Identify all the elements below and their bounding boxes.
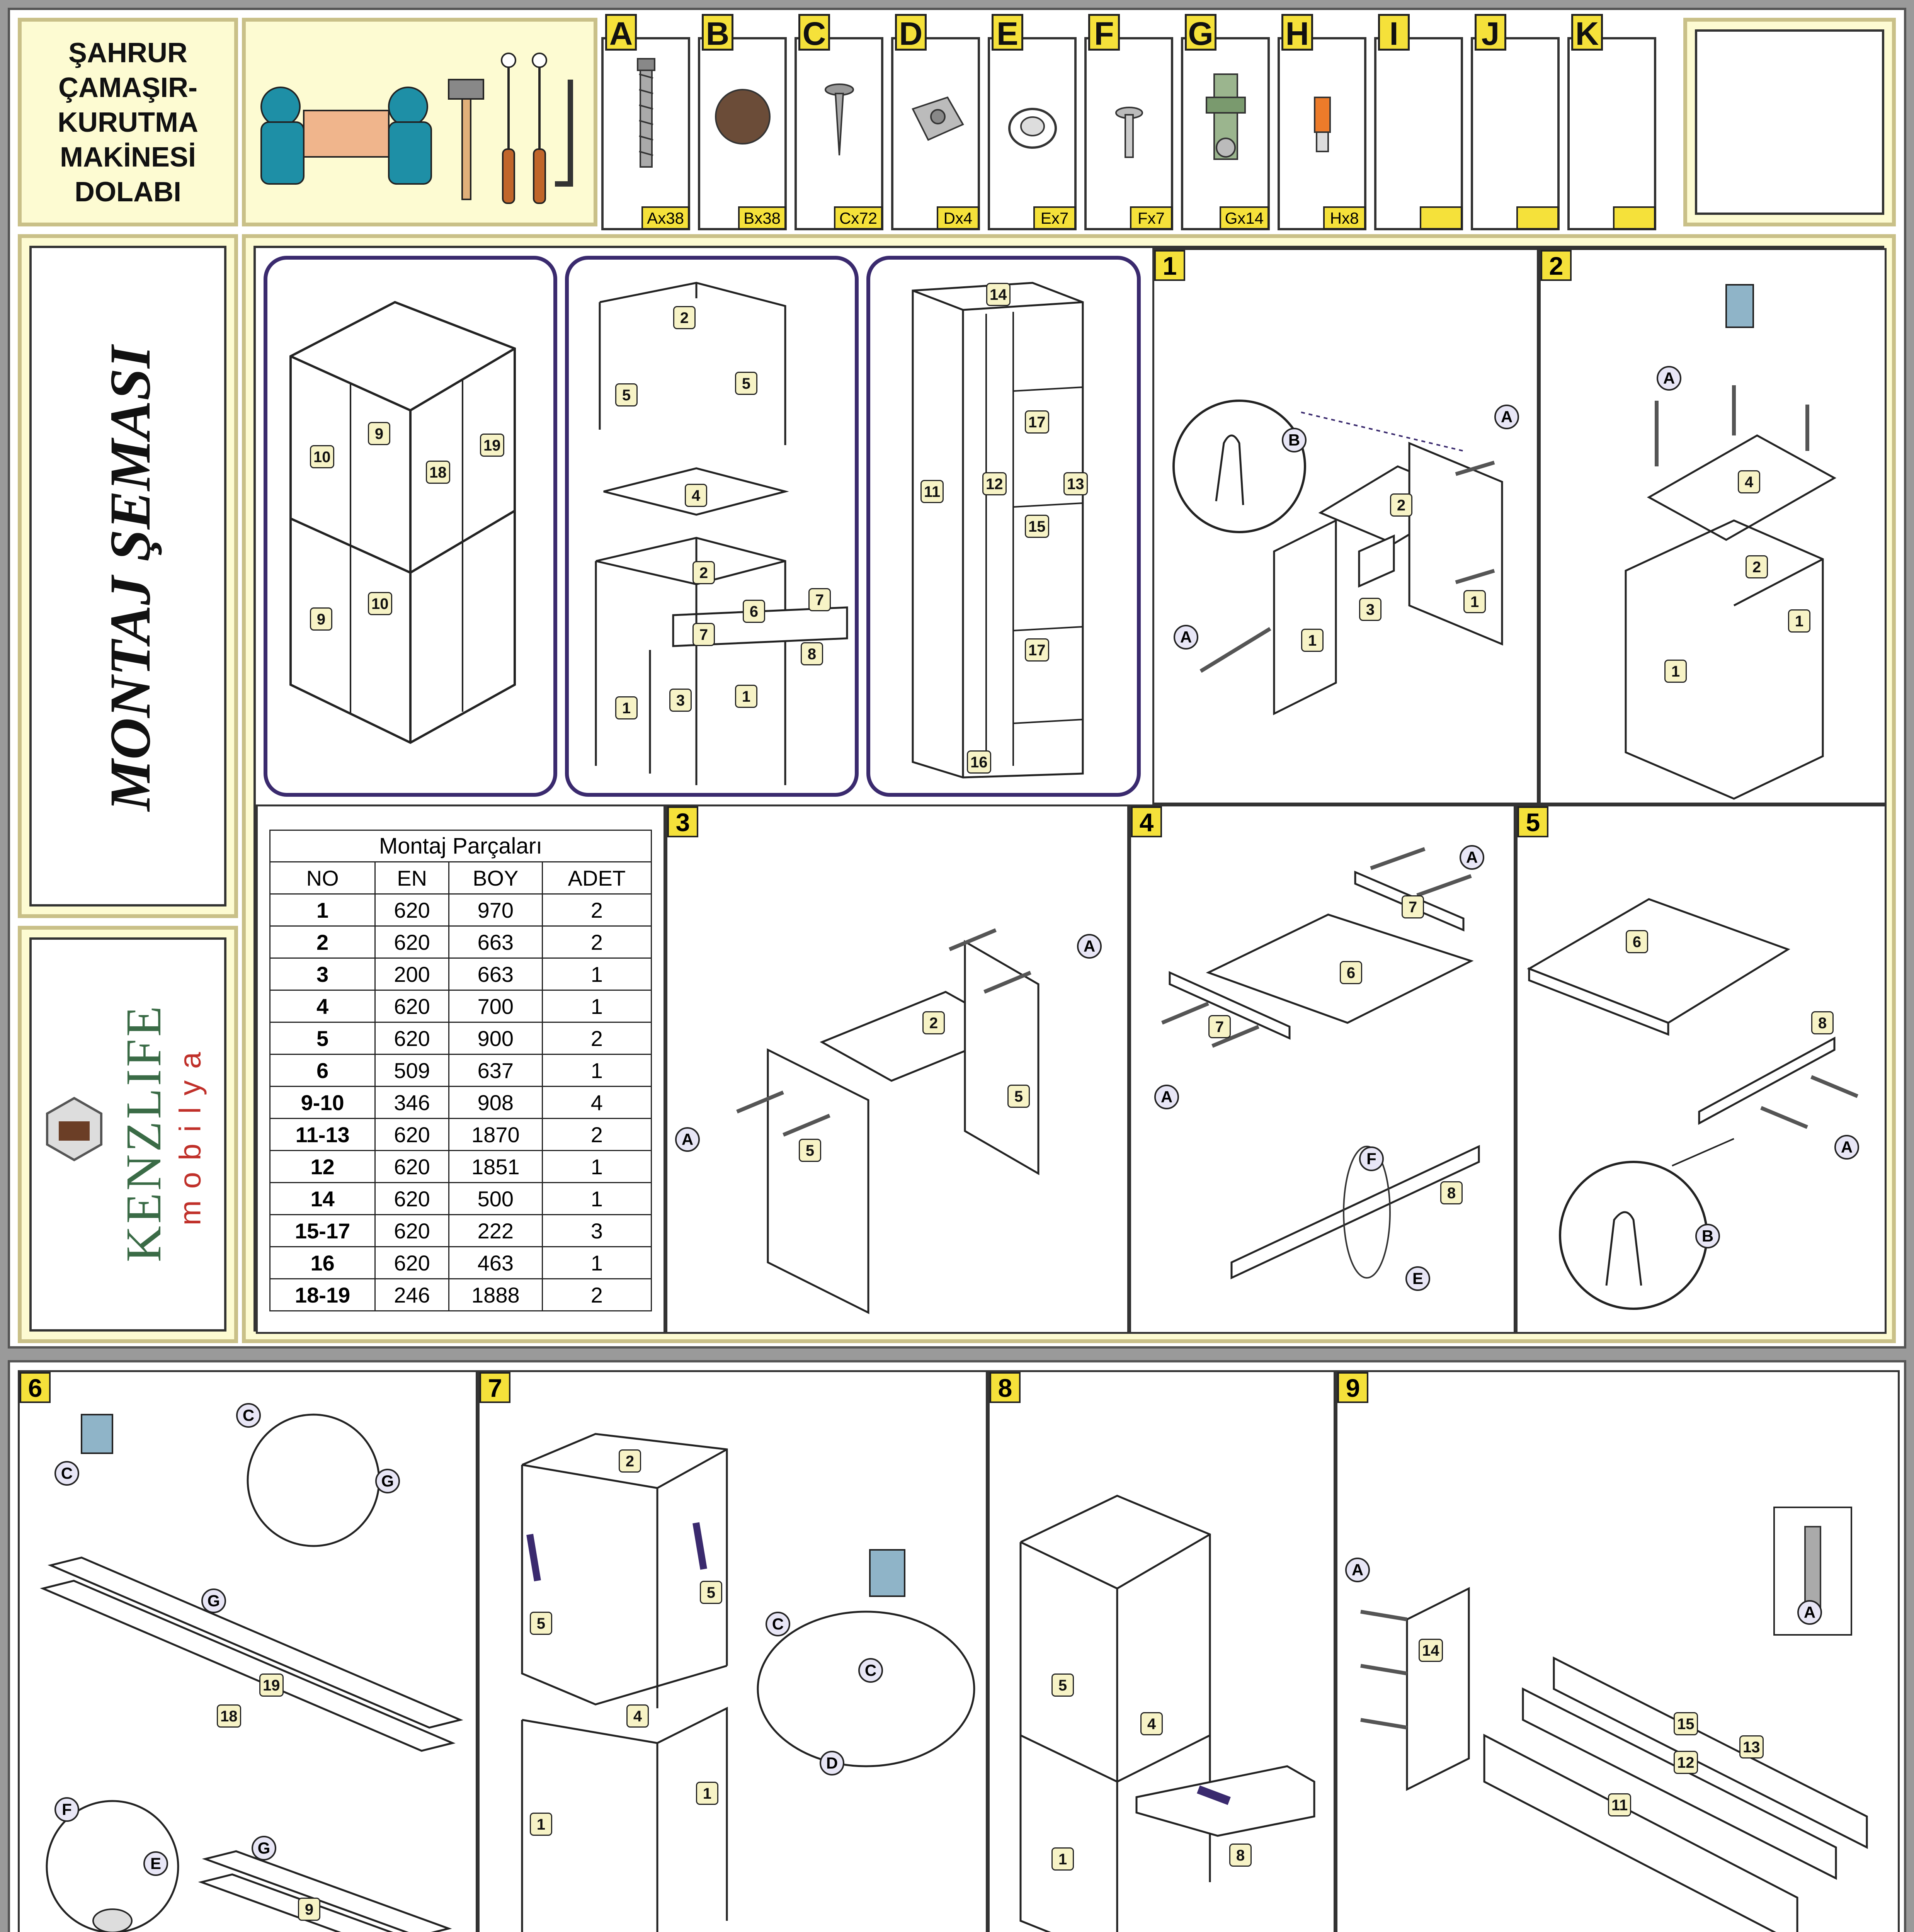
table-row bbox=[270, 990, 652, 1022]
hardware-d-letter: D bbox=[895, 14, 927, 51]
callout-b: B bbox=[1282, 428, 1307, 452]
step-6-label-19: 19 bbox=[259, 1673, 284, 1697]
step-6-callout-e: E bbox=[143, 1851, 168, 1876]
header-adet: ADET bbox=[542, 862, 651, 894]
drill-icon bbox=[1726, 285, 1753, 327]
step-3-number: 3 bbox=[667, 806, 698, 837]
row-adet: 2 bbox=[542, 894, 651, 926]
hardware-g-letter: G bbox=[1185, 14, 1216, 51]
row-no: 14 bbox=[270, 1183, 375, 1215]
step-2-label-1-right: 1 bbox=[1788, 609, 1810, 633]
step-7-label-5-left: 5 bbox=[530, 1612, 552, 1635]
hardware-b-label: Bx38 bbox=[738, 206, 786, 230]
table-row bbox=[270, 894, 652, 926]
hardware-i-label bbox=[1420, 206, 1462, 230]
step-6-panel bbox=[18, 1370, 478, 1932]
step-9-label-15: 15 bbox=[1674, 1712, 1698, 1735]
step-6-drawing bbox=[20, 1372, 478, 1932]
brand-sub: mobilya bbox=[173, 1040, 207, 1226]
step-3-label-5-right: 5 bbox=[1007, 1085, 1030, 1108]
row-no: 18-19 bbox=[270, 1279, 375, 1311]
step-4-callout-e: E bbox=[1405, 1266, 1430, 1291]
allen-key-icon bbox=[555, 80, 570, 184]
hardware-c-letter: C bbox=[798, 14, 830, 51]
shelf-pin-icon bbox=[1280, 39, 1365, 206]
hammer-icon bbox=[449, 80, 483, 99]
step-7-number: 7 bbox=[480, 1372, 510, 1403]
part-label-17-bottom: 17 bbox=[1025, 638, 1049, 662]
row-boy: 1851 bbox=[449, 1151, 542, 1183]
product-title-box bbox=[18, 18, 238, 226]
step-9-dowel-icon bbox=[1805, 1527, 1820, 1608]
blank-inner bbox=[1695, 29, 1884, 215]
step-4-callout-a-bottom: A bbox=[1154, 1085, 1179, 1109]
row-adet: 3 bbox=[542, 1215, 651, 1247]
row-boy: 1870 bbox=[449, 1119, 542, 1151]
step-2-callout-a: A bbox=[1657, 366, 1681, 391]
part-label-7-left: 7 bbox=[692, 623, 715, 646]
row-adet: 2 bbox=[542, 1119, 651, 1151]
hardware-a-label: Ax38 bbox=[641, 206, 689, 230]
row-en: 346 bbox=[375, 1087, 449, 1119]
row-boy: 637 bbox=[449, 1054, 542, 1087]
hardware-e-label: Ex7 bbox=[1033, 206, 1076, 230]
hardware-j bbox=[1471, 37, 1560, 230]
step-7-callout-d: D bbox=[820, 1751, 844, 1776]
step-4-drawing bbox=[1131, 806, 1516, 1334]
part-label-8: 8 bbox=[801, 642, 823, 665]
step-1-label-2: 2 bbox=[1390, 493, 1412, 517]
row-no: 11-13 bbox=[270, 1119, 375, 1151]
part-label-7-right: 7 bbox=[808, 588, 831, 611]
table-row bbox=[270, 1247, 652, 1279]
step-3-callout-a-right: A bbox=[1077, 934, 1102, 959]
parts-table-header bbox=[270, 862, 652, 894]
row-boy: 1888 bbox=[449, 1279, 542, 1311]
step-5-panel bbox=[1516, 804, 1887, 1334]
brand-logo-icon bbox=[43, 1094, 105, 1164]
step-9-label-11: 11 bbox=[1608, 1793, 1631, 1816]
blank-box bbox=[1683, 18, 1896, 226]
diagram-area bbox=[242, 234, 1896, 1343]
step-5-drawing bbox=[1518, 806, 1887, 1334]
row-boy: 663 bbox=[449, 958, 542, 990]
step-2-label-4: 4 bbox=[1738, 470, 1760, 493]
part-label-5-right: 5 bbox=[735, 372, 757, 395]
parts-table-caption: Montaj Parçaları bbox=[269, 830, 652, 861]
part-label-4: 4 bbox=[685, 484, 707, 507]
row-en: 620 bbox=[375, 926, 449, 958]
step-9-label-14: 14 bbox=[1419, 1639, 1443, 1662]
dowel-screw-icon bbox=[604, 39, 689, 206]
row-adet: 1 bbox=[542, 958, 651, 990]
tall-unit-drawing bbox=[870, 260, 1137, 793]
step-7-callout-c-left: C bbox=[766, 1612, 790, 1636]
hardware-i bbox=[1374, 37, 1463, 230]
hardware-f-letter: F bbox=[1088, 14, 1120, 51]
product-title-line-1: ŞAHRUR bbox=[68, 37, 187, 68]
step-7-drawing bbox=[480, 1372, 988, 1932]
row-en: 200 bbox=[375, 958, 449, 990]
step-9-number: 9 bbox=[1337, 1372, 1368, 1403]
part-label-13: 13 bbox=[1063, 472, 1088, 495]
hardware-c-label: Cx72 bbox=[834, 206, 883, 230]
row-en: 620 bbox=[375, 1247, 449, 1279]
step-2-number: 2 bbox=[1541, 250, 1572, 281]
part-label-5-left: 5 bbox=[615, 383, 638, 406]
row-adet: 1 bbox=[542, 1247, 651, 1279]
step-4-label-6: 6 bbox=[1340, 961, 1362, 984]
row-no: 4 bbox=[270, 990, 375, 1022]
lower-exploded-drawing bbox=[569, 260, 855, 793]
row-no: 15-17 bbox=[270, 1215, 375, 1247]
table-row bbox=[270, 1022, 652, 1054]
step-9-callout-a-left: A bbox=[1345, 1558, 1370, 1582]
overview-lower-exploded bbox=[565, 256, 859, 797]
part-label-18: 18 bbox=[426, 461, 450, 484]
step-6-callout-g-mid: G bbox=[201, 1588, 226, 1613]
step-7-callout-c-right: C bbox=[858, 1658, 883, 1683]
row-boy: 908 bbox=[449, 1087, 542, 1119]
step-7-label-2: 2 bbox=[619, 1449, 641, 1473]
row-boy: 970 bbox=[449, 894, 542, 926]
row-no: 9-10 bbox=[270, 1087, 375, 1119]
hardware-g bbox=[1181, 37, 1270, 230]
hardware-d bbox=[891, 37, 980, 230]
product-title-line-3: KURUTMA bbox=[58, 107, 198, 138]
row-no: 2 bbox=[270, 926, 375, 958]
hardware-g-label: Gx14 bbox=[1220, 206, 1269, 230]
cap-icon bbox=[700, 39, 785, 206]
table-row bbox=[270, 1119, 652, 1151]
step-4-callout-f: F bbox=[1359, 1146, 1384, 1171]
parts-table-panel bbox=[256, 804, 665, 1334]
brand-box bbox=[18, 926, 238, 1343]
step-7-label-1-left: 1 bbox=[530, 1813, 552, 1836]
hardware-k-letter: K bbox=[1571, 14, 1603, 51]
hardware-b bbox=[698, 37, 787, 230]
step-7-panel bbox=[478, 1370, 988, 1932]
row-adet: 1 bbox=[542, 1183, 651, 1215]
worker-left-icon bbox=[261, 87, 300, 126]
hinge-icon bbox=[1183, 39, 1268, 206]
screw-icon bbox=[797, 39, 882, 206]
step-7-drill-icon bbox=[870, 1550, 905, 1596]
row-adet: 1 bbox=[542, 1054, 651, 1087]
hardware-e-letter: E bbox=[992, 14, 1023, 51]
hardware-i-letter: I bbox=[1378, 14, 1410, 51]
step-5-label-8: 8 bbox=[1811, 1011, 1834, 1034]
table-row bbox=[270, 1087, 652, 1119]
section-title-box bbox=[18, 234, 238, 918]
row-en: 620 bbox=[375, 894, 449, 926]
step-8-label-8: 8 bbox=[1229, 1844, 1252, 1867]
hardware-strip bbox=[601, 15, 1695, 234]
step-5-callout-a: A bbox=[1834, 1135, 1859, 1160]
product-title-line-2: ÇAMAŞIR- bbox=[58, 72, 197, 103]
overview-tall-unit bbox=[866, 256, 1141, 797]
row-adet: 2 bbox=[542, 1022, 651, 1054]
row-en: 620 bbox=[375, 990, 449, 1022]
table-row bbox=[270, 1279, 652, 1311]
parts-table bbox=[269, 830, 652, 1311]
table-row bbox=[270, 1183, 652, 1215]
step-4-label-7-top: 7 bbox=[1402, 895, 1424, 918]
row-en: 509 bbox=[375, 1054, 449, 1087]
row-en: 620 bbox=[375, 1183, 449, 1215]
part-label-15: 15 bbox=[1025, 515, 1049, 538]
callout-a-top: A bbox=[1494, 405, 1519, 429]
section-title: MONTAJ ŞEMASI bbox=[98, 345, 162, 811]
step-9-label-13: 13 bbox=[1739, 1735, 1764, 1759]
foot-icon bbox=[990, 39, 1075, 206]
part-label-12: 12 bbox=[982, 472, 1007, 495]
step-5-label-6: 6 bbox=[1626, 930, 1648, 953]
step-6-label-18: 18 bbox=[217, 1704, 241, 1728]
part-label-1-left: 1 bbox=[615, 696, 638, 719]
part-label-10-bottom: 10 bbox=[368, 592, 392, 615]
step-7-label-5-right: 5 bbox=[700, 1581, 722, 1604]
step-4-number: 4 bbox=[1131, 806, 1162, 837]
hardware-k-label bbox=[1613, 206, 1655, 230]
table-row bbox=[270, 1215, 652, 1247]
step-5-number: 5 bbox=[1518, 806, 1548, 837]
step-8-drawing bbox=[990, 1372, 1336, 1932]
step-8-label-1: 1 bbox=[1051, 1847, 1074, 1871]
screwdriver-phillips-icon bbox=[503, 149, 514, 203]
step-2-panel bbox=[1539, 248, 1887, 804]
step-3-panel bbox=[665, 804, 1129, 1334]
table-row bbox=[270, 958, 652, 990]
assembled-cabinet-drawing bbox=[267, 260, 553, 793]
table-row bbox=[270, 926, 652, 958]
row-no: 6 bbox=[270, 1054, 375, 1087]
hardware-e bbox=[988, 37, 1077, 230]
step-3-drawing bbox=[667, 806, 1129, 1334]
step-1-label-3: 3 bbox=[1359, 598, 1381, 621]
step-2-label-1-left: 1 bbox=[1664, 660, 1687, 683]
callout-a-left: A bbox=[1174, 625, 1198, 650]
step-1-label-1-right: 1 bbox=[1463, 590, 1486, 613]
step-8-label-5: 5 bbox=[1051, 1673, 1074, 1697]
part-label-1-right: 1 bbox=[735, 685, 757, 708]
step-5-callout-b: B bbox=[1695, 1224, 1720, 1248]
hardware-a bbox=[601, 37, 690, 230]
step-9-panel bbox=[1336, 1370, 1900, 1932]
step-3-label-5-left: 5 bbox=[799, 1139, 821, 1162]
row-en: 620 bbox=[375, 1151, 449, 1183]
bottom-sheet bbox=[8, 1360, 1906, 1932]
tools-illustration bbox=[246, 22, 594, 223]
part-label-10-top: 10 bbox=[310, 445, 334, 468]
step-1-number: 1 bbox=[1154, 250, 1185, 281]
row-adet: 2 bbox=[542, 926, 651, 958]
row-boy: 900 bbox=[449, 1022, 542, 1054]
step-8-number: 8 bbox=[990, 1372, 1021, 1403]
step-3-label-2: 2 bbox=[922, 1011, 945, 1034]
row-en: 620 bbox=[375, 1215, 449, 1247]
bracket-icon bbox=[893, 39, 978, 206]
part-label-14: 14 bbox=[986, 283, 1011, 306]
step-6-callout-g-right: G bbox=[375, 1469, 400, 1493]
step-1-label-1-left: 1 bbox=[1301, 629, 1324, 652]
row-adet: 2 bbox=[542, 1279, 651, 1311]
part-label-11: 11 bbox=[920, 480, 944, 503]
step-6-callout-c-left: C bbox=[54, 1461, 79, 1486]
row-en: 246 bbox=[375, 1279, 449, 1311]
step-4-panel bbox=[1129, 804, 1516, 1334]
step-7-label-1-right: 1 bbox=[696, 1782, 718, 1805]
header-no: NO bbox=[270, 862, 375, 894]
header-en: EN bbox=[375, 862, 449, 894]
step-2-label-2: 2 bbox=[1746, 555, 1768, 578]
row-no: 16 bbox=[270, 1247, 375, 1279]
row-adet: 1 bbox=[542, 990, 651, 1022]
overview-assembled bbox=[264, 256, 557, 797]
table-row bbox=[270, 1151, 652, 1183]
hardware-j-label bbox=[1516, 206, 1559, 230]
hardware-a-letter: A bbox=[605, 14, 637, 51]
step-1-panel bbox=[1152, 248, 1539, 804]
part-label-2-top: 2 bbox=[673, 306, 696, 329]
row-boy: 463 bbox=[449, 1247, 542, 1279]
step-6-number: 6 bbox=[20, 1372, 51, 1403]
brand-name: KENZLIFE bbox=[116, 1003, 172, 1262]
step-6-callout-g-bottom: G bbox=[252, 1836, 276, 1861]
hardware-k bbox=[1567, 37, 1656, 230]
step-6-label-9: 9 bbox=[298, 1898, 320, 1921]
bolt-icon bbox=[1087, 39, 1172, 206]
hardware-h bbox=[1278, 37, 1366, 230]
row-no: 3 bbox=[270, 958, 375, 990]
part-label-6: 6 bbox=[743, 600, 765, 623]
part-label-2-bottom: 2 bbox=[692, 561, 715, 584]
row-adet: 4 bbox=[542, 1087, 651, 1119]
row-en: 620 bbox=[375, 1119, 449, 1151]
step-8-panel bbox=[988, 1370, 1336, 1932]
hardware-f bbox=[1084, 37, 1173, 230]
header-boy: BOY bbox=[449, 862, 542, 894]
diagram-inner bbox=[253, 246, 1884, 1332]
part-label-17-top: 17 bbox=[1025, 410, 1049, 434]
hardware-h-label: Hx8 bbox=[1323, 206, 1366, 230]
step-6-drill-icon bbox=[82, 1415, 112, 1453]
step-4-callout-a-top: A bbox=[1460, 845, 1484, 870]
step-2-drawing bbox=[1541, 250, 1887, 804]
brand-inner bbox=[29, 937, 226, 1332]
part-label-9-bottom: 9 bbox=[310, 607, 332, 631]
worker-right-icon bbox=[389, 87, 427, 126]
row-no: 12 bbox=[270, 1151, 375, 1183]
step-4-label-7-bottom: 7 bbox=[1208, 1015, 1231, 1038]
tools-box bbox=[242, 18, 597, 226]
row-boy: 222 bbox=[449, 1215, 542, 1247]
step-3-callout-a-left: A bbox=[675, 1127, 700, 1152]
row-no: 5 bbox=[270, 1022, 375, 1054]
row-en: 620 bbox=[375, 1022, 449, 1054]
row-adet: 1 bbox=[542, 1151, 651, 1183]
step-6-callout-c-right: C bbox=[236, 1403, 261, 1428]
step-9-label-12: 12 bbox=[1674, 1751, 1698, 1774]
step-4-label-8: 8 bbox=[1440, 1181, 1463, 1204]
hardware-j-letter: J bbox=[1475, 14, 1506, 51]
part-label-16: 16 bbox=[967, 750, 991, 774]
step-9-callout-a-inset: A bbox=[1797, 1600, 1822, 1625]
hardware-c bbox=[795, 37, 883, 230]
table-row bbox=[270, 1054, 652, 1087]
step-1-drawing bbox=[1154, 250, 1539, 804]
step-6-callout-f: F bbox=[54, 1797, 79, 1822]
product-title-line-4: MAKİNESİ bbox=[60, 142, 196, 173]
hardware-d-label: Dx4 bbox=[937, 206, 979, 230]
row-boy: 700 bbox=[449, 990, 542, 1022]
part-label-9-top: 9 bbox=[368, 422, 390, 445]
screwdriver-flat-icon bbox=[534, 149, 545, 203]
part-label-19: 19 bbox=[480, 434, 504, 457]
step-7-label-4: 4 bbox=[626, 1704, 649, 1728]
step-8-label-4: 4 bbox=[1140, 1712, 1163, 1735]
product-title-line-5: DOLABI bbox=[75, 177, 181, 207]
hardware-f-label: Fx7 bbox=[1130, 206, 1172, 230]
part-label-3: 3 bbox=[669, 689, 692, 712]
row-boy: 663 bbox=[449, 926, 542, 958]
section-title-inner bbox=[29, 246, 226, 906]
row-no: 1 bbox=[270, 894, 375, 926]
hardware-b-letter: B bbox=[702, 14, 733, 51]
top-sheet bbox=[8, 8, 1906, 1349]
hardware-h-letter: H bbox=[1281, 14, 1313, 51]
row-boy: 500 bbox=[449, 1183, 542, 1215]
